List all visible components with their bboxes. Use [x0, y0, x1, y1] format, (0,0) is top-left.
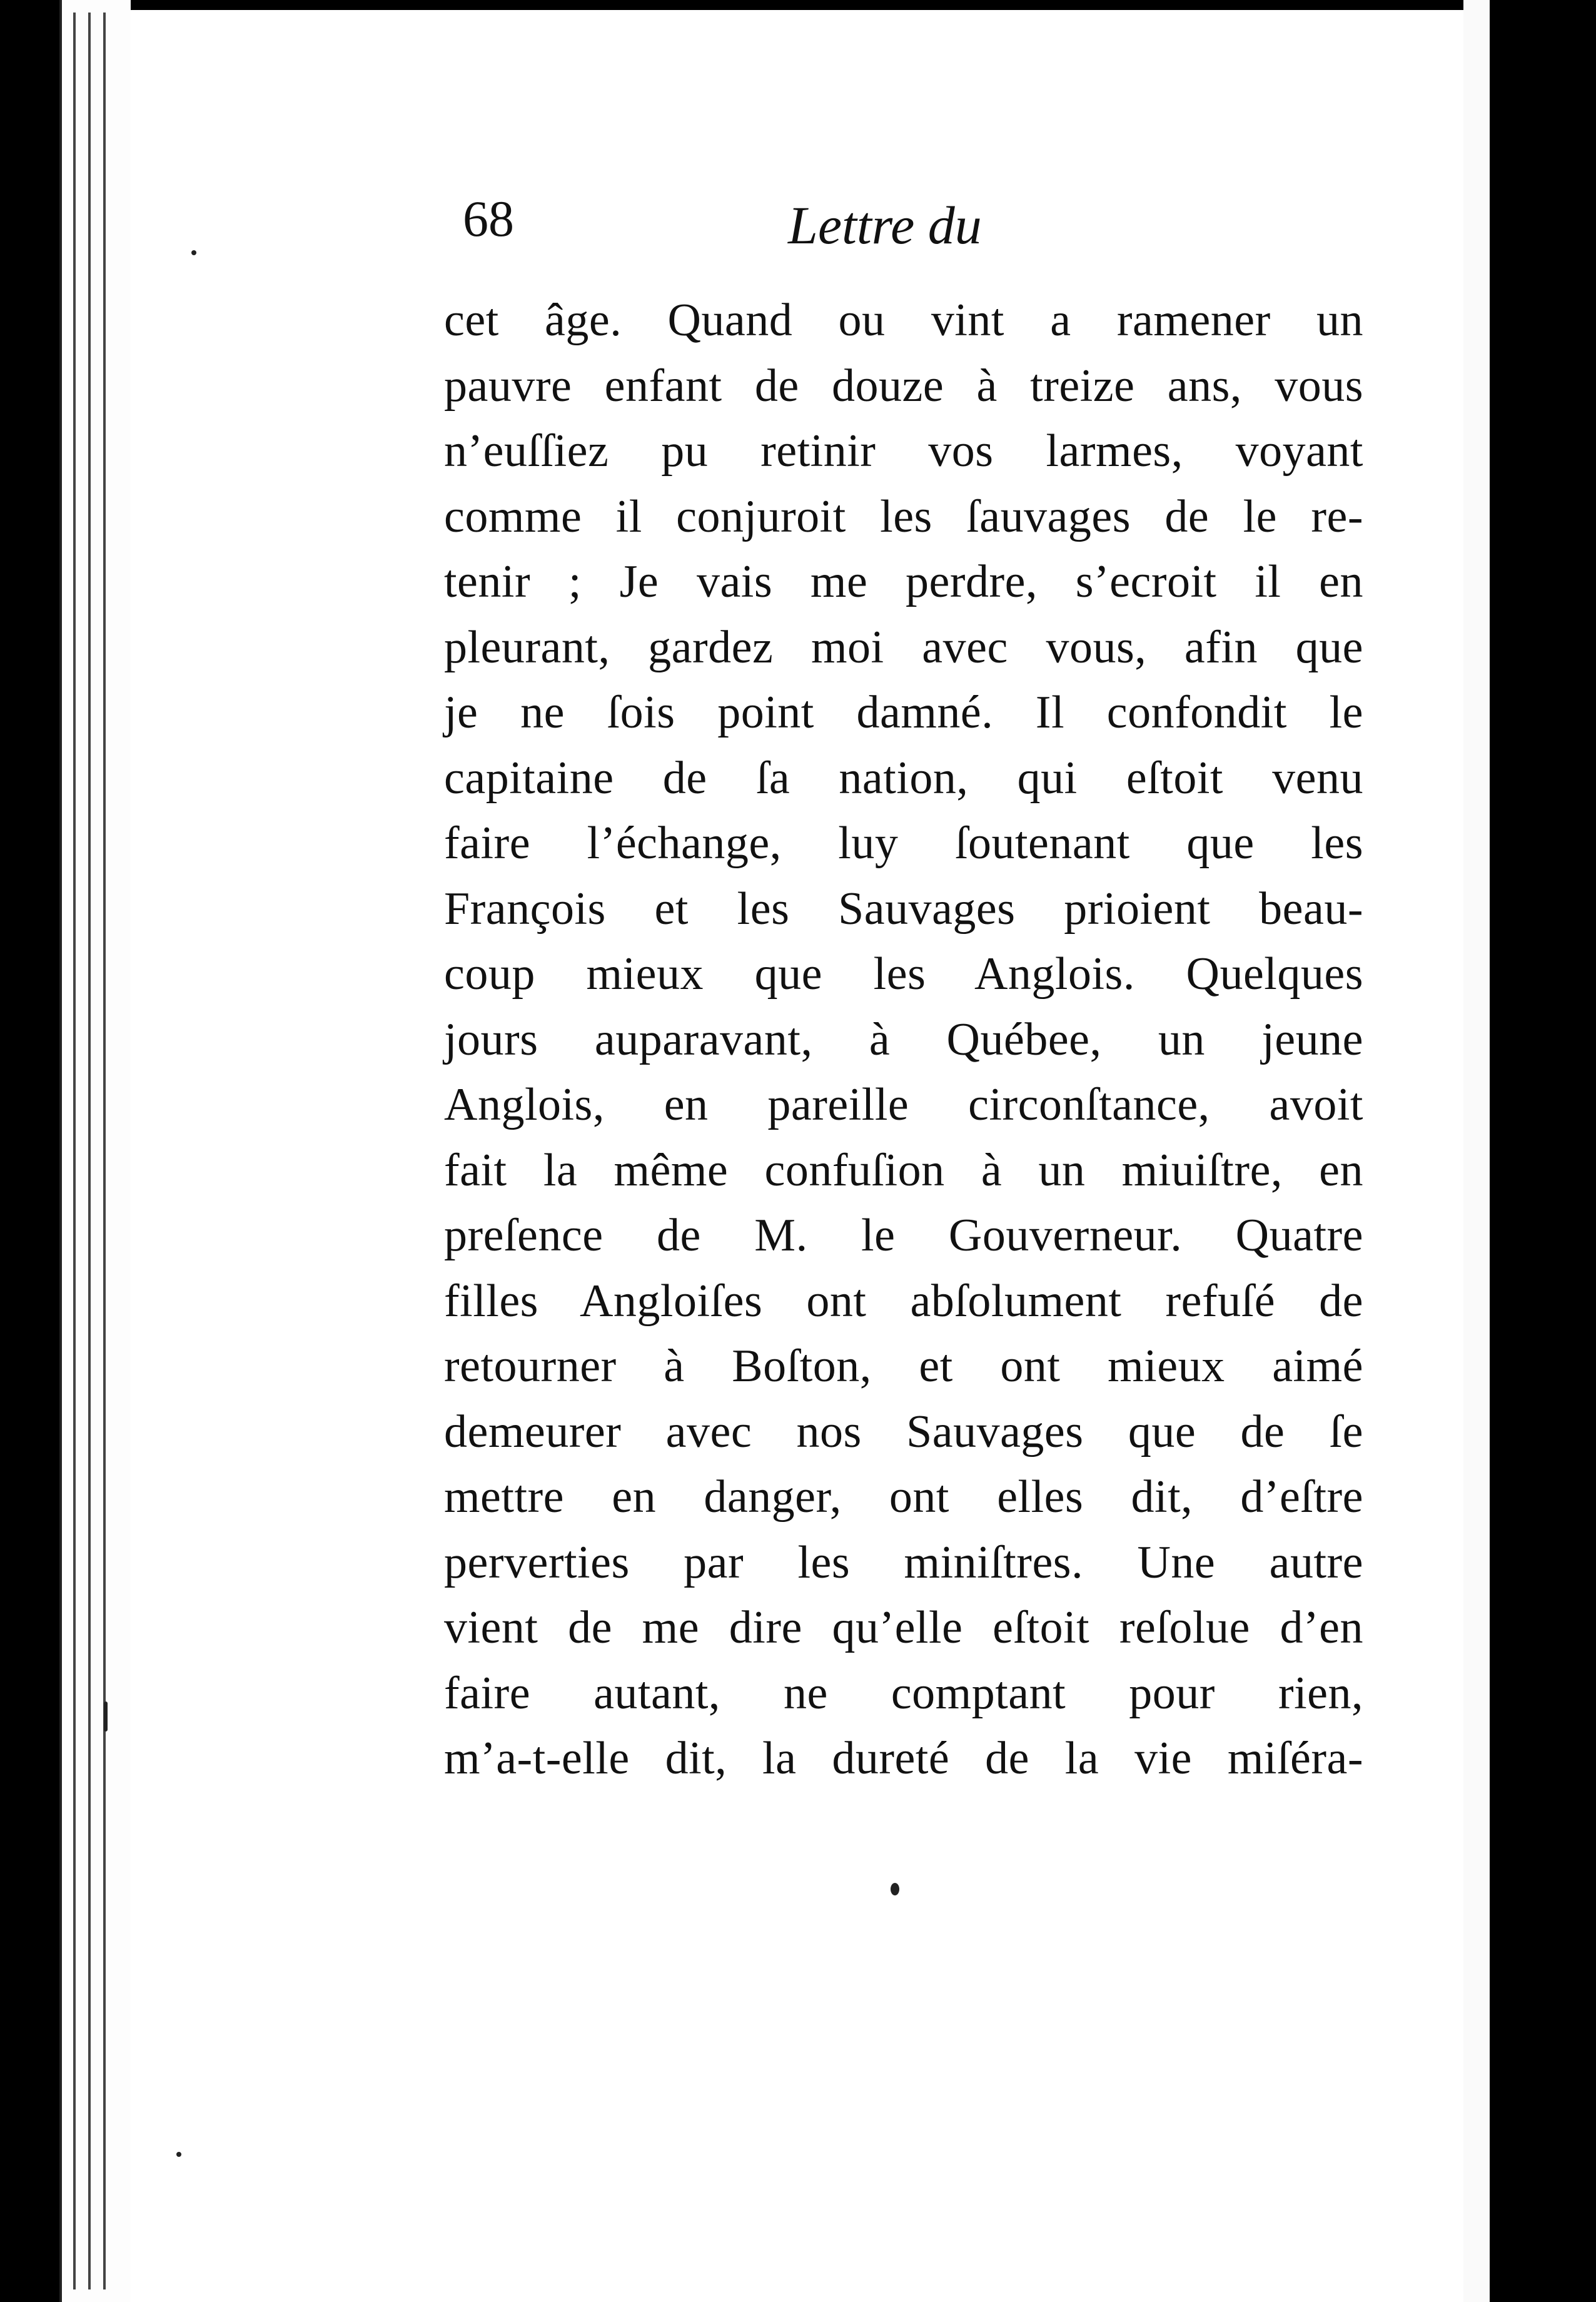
page-header	[463, 181, 1038, 256]
dust-speck	[104, 1701, 108, 1732]
text-line: pauvre enfant de douze à treize ans, vous	[444, 360, 1363, 412]
text-line: perverties par les miniſtres. Une autre	[444, 1536, 1363, 1588]
page-edge-line	[103, 13, 106, 2289]
dust-speck	[191, 250, 196, 255]
text-line: n’euſſiez pu retinir vos larmes, voyant	[444, 425, 1363, 477]
text-line: jours auparavant, à Québee, un jeune	[444, 1013, 1363, 1065]
text-line: preſence de M. le Gouverneur. Quatre	[444, 1210, 1363, 1261]
dust-speck	[176, 2152, 181, 2157]
text-line: je ne ſois point damné. Il confondit le	[444, 687, 1363, 738]
body-text	[444, 288, 1363, 1792]
scan-border-right	[1490, 0, 1596, 2302]
page-number: 68	[463, 190, 514, 247]
text-line: filles Angloiſes ont abſolument refuſé de	[444, 1275, 1363, 1327]
text-line: tenir ; Je vais me perdre, s’ecroit il en	[444, 556, 1363, 607]
text-line: m’a-t-elle dit, la dureté de la vie miſéra-	[444, 1733, 1363, 1784]
text-line: cet âge. Quand ou vint a ramener un	[444, 295, 1363, 346]
scan-border-top	[0, 0, 1596, 10]
text-line: pleurant, gardez moi avec vous, afin que	[444, 621, 1363, 673]
text-line: mettre en danger, ont elles dit, d’eſtre	[444, 1471, 1363, 1523]
book-page-edges-left	[59, 0, 131, 2302]
text-line: demeurer avec nos Sauvages que de ſe	[444, 1406, 1363, 1458]
text-line: comme il conjuroit les ſauvages de le re-	[444, 490, 1363, 542]
page-edge-line	[73, 13, 76, 2289]
running-title: Lettre du	[788, 195, 982, 255]
dust-speck	[891, 1883, 899, 1895]
text-line: retourner à Boſton, et ont mieux aimé	[444, 1341, 1363, 1392]
text-line: capitaine de ſa nation, qui eſtoit venu	[444, 752, 1363, 804]
page-edge-line	[88, 13, 91, 2289]
text-line: faire autant, ne comptant pour rien,	[444, 1667, 1363, 1719]
text-line: vient de me dire qu’elle eſtoit reſolue d’en	[444, 1602, 1363, 1653]
text-line: Anglois, en pareille circonſtance, avoit	[444, 1079, 1363, 1130]
text-line: faire l’échange, luy ſoutenant que les	[444, 818, 1363, 869]
text-line: coup mieux que les Anglois. Quelques	[444, 948, 1363, 1000]
scan-border-left	[0, 0, 59, 2302]
text-line: fait la même confuſion à un miuiſtre, en	[444, 1144, 1363, 1196]
text-line: François et les Sauvages prioient beau-	[444, 883, 1363, 935]
